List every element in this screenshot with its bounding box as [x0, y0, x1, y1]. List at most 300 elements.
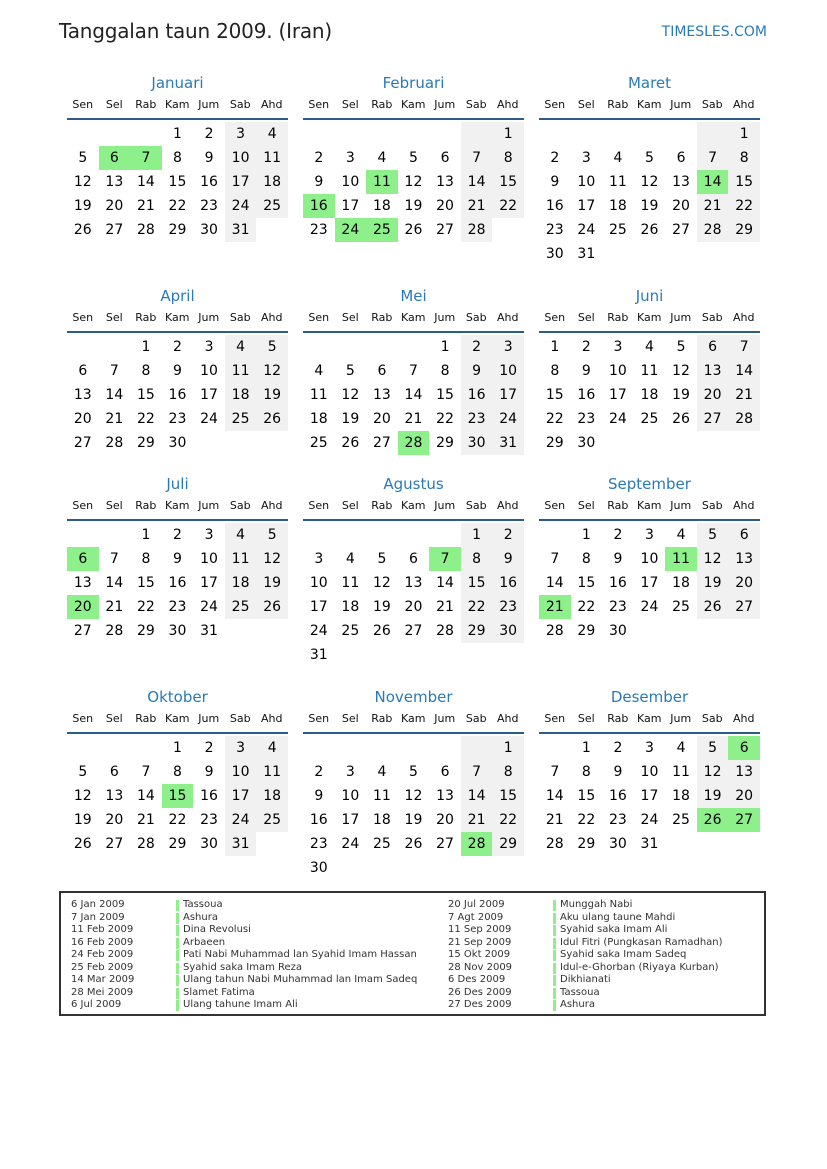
weekend-day-cell: 6: [697, 335, 729, 359]
weekend-day-cell: 28: [728, 407, 760, 431]
day-cell: 10: [341, 174, 360, 190]
day-cell: 28: [545, 623, 564, 639]
day-cell: 6: [676, 150, 686, 166]
weekend-day-cell: 23: [492, 595, 524, 619]
weekend-day-cell: 19: [697, 571, 729, 595]
weekend-day-cell: 4: [225, 523, 257, 547]
weekend-day-cell: 21: [697, 194, 729, 218]
weekday-label: Sen: [308, 499, 330, 512]
weekend-day-cell: 18: [256, 784, 288, 808]
weekday-label: Ahd: [261, 712, 283, 725]
month-title: Maret: [627, 74, 672, 92]
weekend-day-cell: 5: [697, 523, 729, 547]
weekend-day-cell: 13: [728, 547, 760, 571]
weekday-label: Sel: [577, 311, 595, 324]
day-cell: 15: [136, 575, 155, 591]
empty-day-cell: [67, 122, 99, 146]
weekday-label: Jum: [198, 98, 220, 111]
holiday-name: Tassoua: [183, 899, 223, 910]
weekday-header: [539, 95, 760, 115]
weekend-day-cell: 3: [492, 335, 524, 359]
empty-day-cell: [398, 736, 430, 760]
weekday-label: Rab: [135, 499, 157, 512]
day-cell: 12: [341, 387, 360, 403]
empty-day-cell: [366, 736, 398, 760]
day-cell: 20: [672, 198, 690, 214]
weekday-label: Ahd: [497, 311, 519, 324]
weekend-day-cell: 3: [225, 736, 257, 760]
weekend-day-cell: 25: [225, 595, 257, 619]
day-cell: 25: [672, 599, 690, 615]
holiday-marker: [176, 925, 179, 936]
day-cell: 6: [78, 363, 88, 379]
weekday-header: [539, 709, 760, 729]
day-grid: [303, 335, 524, 455]
month-divider: [539, 519, 760, 521]
holiday-name: Ulang tahune Imam Ali: [183, 999, 298, 1010]
holiday-name: Syahid saka Imam Sadeq: [560, 949, 687, 960]
day-cell: 23: [200, 812, 218, 828]
day-cell: 31: [577, 246, 596, 262]
empty-day-cell: [571, 122, 603, 146]
day-cell: 9: [314, 788, 324, 804]
day-cell: 30: [200, 836, 218, 852]
day-cell: 4: [676, 740, 686, 756]
holiday-name: Aku ulang taune Mahdi: [560, 911, 676, 923]
day-cell: 1: [550, 339, 560, 355]
weekend-day-cell: 19: [256, 571, 288, 595]
day-cell: 16: [168, 387, 187, 403]
day-cell: 19: [672, 387, 690, 403]
day-cell: 10: [200, 551, 218, 567]
month-divider: [67, 118, 288, 120]
weekday-label: Sen: [308, 712, 330, 725]
day-cell: 7: [141, 764, 151, 780]
weekend-day-cell: 31: [492, 431, 524, 455]
weekend-day-cell: 28: [697, 218, 729, 242]
empty-day-cell: [665, 122, 697, 146]
holiday-marker: [176, 963, 179, 974]
weekday-header: [303, 496, 524, 516]
day-cell: 27: [436, 836, 454, 852]
weekend-day-cell: 11: [256, 760, 288, 784]
weekday-label: Sab: [701, 98, 723, 111]
month-title: September: [608, 475, 691, 493]
weekend-day-cell: 6: [728, 523, 760, 547]
day-cell: 3: [204, 339, 214, 355]
weekend-day-cell: 15: [492, 170, 524, 194]
weekend-day-cell: 15: [461, 571, 493, 595]
day-cell: 2: [613, 740, 623, 756]
day-cell: 14: [404, 387, 423, 403]
day-cell: 23: [608, 812, 627, 828]
day-cell: 1: [173, 740, 182, 756]
day-cell: 8: [581, 764, 591, 780]
weekend-day-cell: 2: [492, 523, 524, 547]
weekday-label: Sen: [72, 311, 94, 324]
day-cell: 27: [404, 623, 423, 639]
day-cell: 21: [105, 599, 124, 615]
day-cell: 2: [314, 764, 324, 780]
weekday-label: Ahd: [497, 98, 519, 111]
weekday-label: Sel: [105, 98, 123, 111]
weekday-label: Rab: [371, 311, 393, 324]
weekend-day-cell: 25: [256, 808, 288, 832]
weekday-label: Sel: [577, 499, 595, 512]
month-title: Januari: [151, 74, 204, 92]
weekend-day-cell: 27: [697, 407, 729, 431]
weekday-label: Rab: [371, 499, 393, 512]
day-cell: 4: [676, 527, 686, 543]
weekday-label: Sen: [544, 98, 566, 111]
day-cell: 20: [73, 411, 92, 427]
day-cell: 25: [608, 222, 627, 238]
day-cell: 14: [105, 575, 124, 591]
day-cell: 4: [377, 764, 387, 780]
empty-day-cell: [366, 122, 398, 146]
weekend-day-cell: 10: [225, 146, 257, 170]
month-divider: [303, 519, 524, 521]
weekday-label: Sel: [341, 499, 359, 512]
day-cell: 23: [577, 411, 596, 427]
holiday-day-cell: 7: [130, 146, 162, 170]
weekend-day-cell: 25: [256, 194, 288, 218]
day-cell: 31: [309, 647, 328, 663]
weekend-day-cell: 12: [256, 359, 288, 383]
weekday-label: Sab: [465, 98, 487, 111]
day-cell: 21: [105, 411, 124, 427]
day-cell: 27: [73, 435, 92, 451]
holiday-marker: [553, 950, 556, 961]
empty-day-cell: [67, 335, 99, 359]
day-cell: 30: [168, 623, 187, 639]
weekday-label: Jum: [434, 712, 456, 725]
month-divider: [303, 732, 524, 734]
day-cell: 1: [141, 527, 151, 543]
day-cell: 2: [173, 527, 182, 543]
holiday-day-cell: 16: [303, 194, 335, 218]
holiday-marker: [553, 925, 556, 936]
empty-day-cell: [602, 122, 634, 146]
day-cell: 19: [73, 812, 92, 828]
day-cell: 21: [136, 812, 155, 828]
weekday-label: Sen: [544, 311, 566, 324]
day-cell: 3: [345, 150, 355, 166]
weekend-day-cell: 1: [728, 122, 760, 146]
day-cell: 30: [577, 435, 596, 451]
day-cell: 29: [577, 836, 596, 852]
day-cell: 29: [168, 836, 187, 852]
weekday-label: Sel: [341, 712, 359, 725]
holiday-date: 28 Mei 2009: [71, 986, 134, 998]
day-cell: 18: [341, 599, 360, 615]
empty-day-cell: [99, 736, 131, 760]
day-cell: 9: [204, 150, 214, 166]
day-cell: 25: [372, 836, 391, 852]
day-cell: 27: [436, 222, 454, 238]
day-cell: 28: [436, 623, 454, 639]
weekend-day-cell: 4: [256, 736, 288, 760]
weekday-label: Ahd: [497, 499, 519, 512]
day-cell: 22: [136, 411, 155, 427]
day-cell: 16: [577, 387, 596, 403]
weekday-label: Ahd: [261, 98, 283, 111]
weekend-day-cell: 22: [461, 595, 493, 619]
day-cell: 18: [309, 411, 328, 427]
day-cell: 4: [377, 150, 387, 166]
weekend-day-cell: 29: [492, 832, 524, 856]
day-cell: 30: [545, 246, 564, 262]
day-cell: 10: [608, 363, 627, 379]
holiday-day-cell: 26: [697, 808, 729, 832]
weekday-label: Ahd: [733, 98, 755, 111]
day-cell: 19: [73, 198, 92, 214]
day-cell: 19: [372, 599, 391, 615]
day-cell: 4: [613, 150, 623, 166]
day-cell: 17: [577, 198, 596, 214]
holiday-name: Syahid saka Imam Reza: [183, 961, 303, 973]
holiday-name: Ashura: [560, 999, 595, 1010]
day-cell: 20: [436, 198, 454, 214]
day-cell: 26: [672, 411, 690, 427]
weekend-day-cell: 5: [256, 335, 288, 359]
day-cell: 4: [345, 551, 355, 567]
day-cell: 7: [409, 363, 418, 379]
weekend-day-cell: 18: [225, 571, 257, 595]
weekday-header: [67, 709, 288, 729]
day-grid: [303, 736, 524, 880]
month-mei: [303, 284, 524, 455]
holiday-day-cell: 11: [366, 170, 398, 194]
weekend-day-cell: 14: [728, 359, 760, 383]
weekend-day-cell: 11: [256, 146, 288, 170]
weekday-label: Sel: [577, 98, 595, 111]
day-grid: [539, 335, 760, 455]
weekday-label: Sab: [701, 712, 723, 725]
day-cell: 13: [404, 575, 423, 591]
day-cell: 22: [168, 198, 187, 214]
weekday-label: Rab: [607, 712, 629, 725]
weekday-label: Sel: [341, 311, 359, 324]
weekend-day-cell: 1: [461, 523, 493, 547]
day-cell: 31: [640, 836, 659, 852]
weekend-day-cell: 16: [461, 383, 493, 407]
day-cell: 16: [200, 174, 218, 190]
day-cell: 26: [404, 836, 423, 852]
day-cell: 11: [309, 387, 328, 403]
day-cell: 8: [173, 764, 182, 780]
day-cell: 4: [314, 363, 324, 379]
empty-day-cell: [303, 122, 335, 146]
day-cell: 3: [613, 339, 623, 355]
day-cell: 29: [136, 623, 155, 639]
day-cell: 2: [581, 339, 591, 355]
weekend-day-cell: 30: [461, 431, 493, 455]
empty-day-cell: [99, 523, 131, 547]
weekend-day-cell: 29: [728, 218, 760, 242]
holiday-date: 16 Feb 2009: [71, 936, 134, 948]
day-cell: 24: [577, 222, 596, 238]
weekday-label: Rab: [607, 311, 629, 324]
holiday-marker: [176, 975, 179, 986]
day-cell: 8: [581, 551, 591, 567]
weekend-day-cell: 17: [225, 784, 257, 808]
day-cell: 6: [440, 150, 450, 166]
empty-day-cell: [67, 736, 99, 760]
day-cell: 3: [314, 551, 324, 567]
month-september: [539, 472, 760, 643]
weekday-label: Kam: [637, 499, 662, 512]
day-cell: 26: [404, 222, 423, 238]
holiday-marker: [553, 938, 556, 949]
day-cell: 14: [545, 575, 564, 591]
weekend-day-cell: 24: [225, 194, 257, 218]
day-cell: 29: [436, 435, 454, 451]
day-cell: 6: [377, 363, 387, 379]
holiday-date: 7 Agt 2009: [448, 911, 504, 923]
weekday-label: Rab: [135, 311, 157, 324]
empty-day-cell: [303, 335, 335, 359]
day-cell: 21: [404, 411, 423, 427]
day-cell: 12: [73, 174, 92, 190]
day-cell: 20: [372, 411, 391, 427]
weekend-day-cell: 14: [461, 784, 493, 808]
month-divider: [67, 732, 288, 734]
holiday-date: 11 Sep 2009: [448, 924, 512, 935]
holiday-date: 6 Jan 2009: [71, 899, 125, 910]
day-cell: 1: [581, 740, 591, 756]
weekday-label: Sel: [105, 311, 123, 324]
weekday-header: [303, 308, 524, 328]
day-cell: 24: [608, 411, 627, 427]
weekday-label: Sab: [229, 499, 251, 512]
day-cell: 22: [436, 411, 454, 427]
day-cell: 23: [168, 599, 187, 615]
weekday-label: Jum: [198, 712, 220, 725]
weekday-header: [303, 709, 524, 729]
day-cell: 16: [309, 812, 328, 828]
empty-day-cell: [335, 122, 367, 146]
holiday-marker: [176, 988, 179, 999]
day-cell: 9: [550, 174, 560, 190]
empty-day-cell: [366, 335, 398, 359]
holiday-marker: [553, 963, 556, 974]
weekday-label: Jum: [670, 712, 692, 725]
day-cell: 9: [613, 764, 623, 780]
weekend-day-cell: 23: [461, 407, 493, 431]
day-cell: 8: [141, 363, 151, 379]
month-desember: [539, 685, 760, 856]
day-cell: 19: [640, 198, 659, 214]
holiday-day-cell: 11: [665, 547, 697, 571]
weekday-label: Ahd: [733, 712, 755, 725]
month-agustus: [303, 472, 524, 667]
day-cell: 11: [672, 764, 690, 780]
weekday-label: Rab: [607, 499, 629, 512]
day-cell: 20: [436, 812, 454, 828]
day-cell: 17: [640, 575, 659, 591]
month-title: Juni: [635, 287, 664, 305]
day-cell: 18: [672, 788, 690, 804]
weekend-day-cell: 15: [728, 170, 760, 194]
weekend-day-cell: 31: [225, 832, 257, 856]
day-cell: 11: [608, 174, 627, 190]
weekend-day-cell: 7: [461, 760, 493, 784]
month-title: Oktober: [147, 688, 208, 706]
day-cell: 17: [200, 575, 218, 591]
weekend-day-cell: 21: [461, 808, 493, 832]
weekend-day-cell: 17: [492, 383, 524, 407]
day-cell: 13: [105, 788, 124, 804]
day-cell: 1: [173, 126, 182, 142]
month-divider: [303, 331, 524, 333]
day-cell: 9: [173, 363, 182, 379]
weekday-label: Kam: [637, 712, 662, 725]
weekday-label: Sen: [544, 499, 566, 512]
day-cell: 10: [640, 551, 659, 567]
weekday-label: Sab: [465, 311, 487, 324]
day-cell: 5: [676, 339, 686, 355]
day-cell: 10: [200, 363, 218, 379]
day-cell: 20: [105, 198, 124, 214]
weekday-label: Jum: [434, 499, 456, 512]
weekend-day-cell: 12: [697, 760, 729, 784]
day-cell: 12: [672, 363, 690, 379]
day-cell: 17: [341, 198, 360, 214]
day-cell: 18: [672, 575, 690, 591]
day-cell: 14: [105, 387, 124, 403]
holiday-legend: [59, 891, 766, 1016]
weekday-header: [67, 95, 288, 115]
brand-link[interactable]: TIMESLES.COM: [661, 24, 767, 40]
day-cell: 13: [105, 174, 124, 190]
holiday-marker: [176, 1000, 179, 1011]
empty-day-cell: [335, 736, 367, 760]
month-title: Desember: [610, 688, 689, 706]
day-cell: 24: [640, 812, 659, 828]
weekend-day-cell: 22: [728, 194, 760, 218]
weekend-day-cell: 7: [728, 335, 760, 359]
day-grid: [539, 122, 760, 266]
holiday-date: 20 Jul 2009: [448, 899, 505, 910]
day-cell: 18: [372, 812, 391, 828]
day-cell: 13: [73, 575, 92, 591]
day-cell: 1: [440, 339, 450, 355]
weekend-day-cell: 7: [461, 146, 493, 170]
day-cell: 7: [109, 363, 119, 379]
day-cell: 22: [168, 812, 187, 828]
day-cell: 10: [640, 764, 659, 780]
holiday-name: Idul Fitri (Pungkasan Ramadhan): [560, 936, 723, 948]
day-cell: 24: [640, 599, 659, 615]
weekday-label: Kam: [637, 311, 662, 324]
day-cell: 19: [404, 198, 423, 214]
day-cell: 3: [581, 150, 591, 166]
weekend-day-cell: 27: [728, 595, 760, 619]
weekday-label: Jum: [198, 311, 220, 324]
day-cell: 23: [608, 599, 627, 615]
day-cell: 2: [204, 126, 214, 142]
day-cell: 3: [645, 740, 654, 756]
empty-day-cell: [461, 736, 493, 760]
day-cell: 16: [608, 575, 627, 591]
day-cell: 23: [168, 411, 187, 427]
holiday-date: 14 Mar 2009: [71, 974, 135, 985]
day-cell: 13: [436, 788, 454, 804]
weekend-day-cell: 26: [256, 595, 288, 619]
month-juni: [539, 284, 760, 455]
day-cell: 12: [404, 174, 423, 190]
